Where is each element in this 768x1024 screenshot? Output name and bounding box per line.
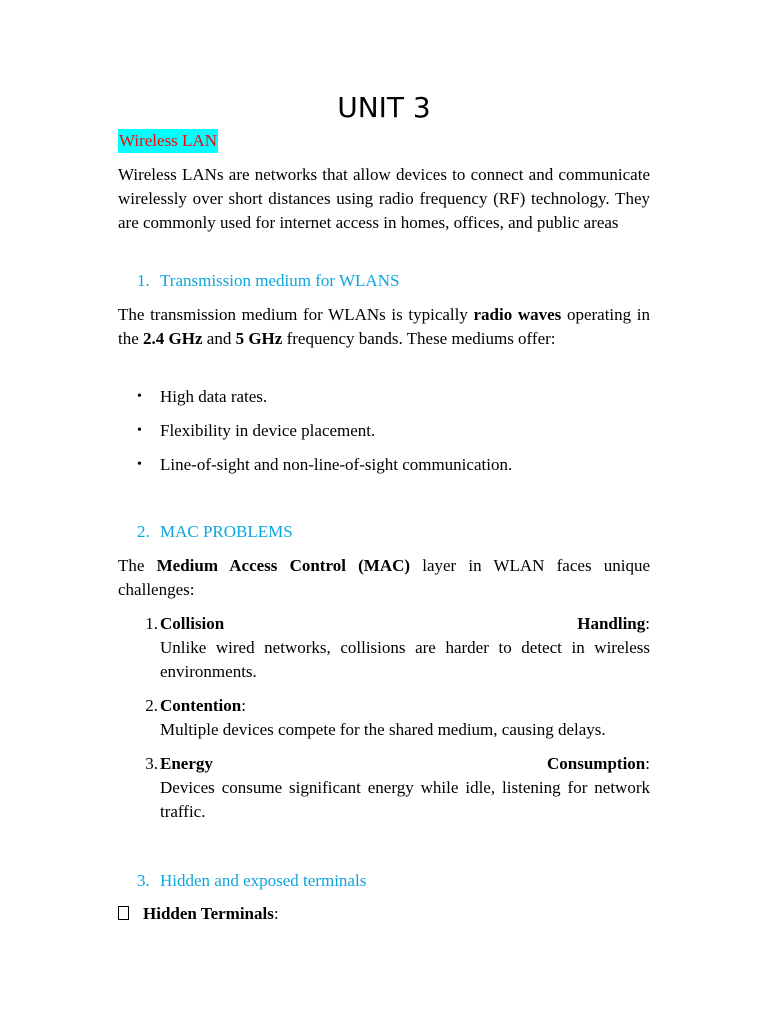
- item-title-part: Consumption: [547, 754, 646, 773]
- item-number: 2.: [145, 696, 158, 715]
- section-number: 3.: [137, 871, 150, 890]
- hidden-terminals-label: Hidden Terminals: [143, 904, 274, 923]
- item-number: 1.: [145, 614, 158, 633]
- item-title-part: Handling: [577, 614, 646, 633]
- bold-run: 2.4 GHz: [143, 329, 203, 348]
- item-title-part: Collision: [160, 614, 225, 633]
- intro-paragraph: Wireless LANs are networks that allow devices to connect and communicate wirelessly over short distances using radio frequency (RF) technology. They are commonly used for internet access in homes, offices, and public areas: [118, 165, 650, 232]
- bullet-icon: •: [137, 423, 142, 438]
- missing-glyph-square-icon: [118, 906, 129, 920]
- document-page: UNIT 3 Wireless LAN Wireless LANs are networks that allow devices to connect and communicate wirelessly over short distances using radio frequency (RF) technology. They are commonly used for internet access in homes, offices, and public areas 1. Transmission medium for WLANS The transmission medium for WLANs is typically radio waves operating in the 2.4 GHz and 5 GHz frequency bands. These mediums offer: • High data rates. • Flexibility in device placement. • Line-of-sight and non-line-of-sight communication. 2. MAC PROBLEMS The Medium Access Control (MAC) layer in WLAN faces unique challenges: 1. Collision Handling: Unlike wired networks, collisions are harder to detect in wireless environments. 2. Contention: Multiple devices compete for the shared medium, causing delays. 3. Energy Consumption: Devices consume significant energy while idle, listening for network traffic. 3. Hidden and exposed terminals Hidden Terminals:: [0, 0, 768, 1024]
- mac-paragraph: [118, 554, 650, 602]
- section-heading-hidden-exposed: [137, 869, 366, 893]
- transmission-paragraph: [118, 303, 650, 351]
- item-title-part: Energy: [160, 754, 213, 773]
- section-title: MAC PROBLEMS: [160, 522, 293, 541]
- text-run: The: [118, 556, 157, 575]
- bold-run: Medium Access Control (MAC): [156, 556, 411, 575]
- hidden-terminals-item: Hidden Terminals:: [118, 902, 279, 926]
- section-number: 1.: [137, 271, 150, 290]
- section-title: Hidden and exposed terminals: [160, 871, 367, 890]
- text-run: frequency bands. These mediums offer:: [282, 329, 556, 348]
- text-run: operating in the: [118, 305, 651, 348]
- item-description: Devices consume significant energy while idle, listening for network traffic.: [160, 778, 650, 821]
- text-run: layer in WLAN faces unique challenges:: [118, 556, 651, 599]
- section-number: 2.: [137, 522, 150, 541]
- bullet-text: Line-of-sight and non-line-of-sight communication.: [160, 455, 513, 474]
- item-description: Unlike wired networks, collisions are harder to detect in wireless environments.: [160, 638, 650, 681]
- bullet-text: High data rates.: [160, 387, 268, 406]
- text-run: and: [202, 329, 236, 348]
- bullet-icon: •: [137, 389, 142, 404]
- section-heading-highlighted: Wireless LAN: [118, 129, 218, 153]
- page-title: UNIT 3: [337, 91, 431, 124]
- item-title-part: Contention: [160, 696, 242, 715]
- section-heading-transmission: [137, 269, 399, 293]
- bold-run: 5 GHz: [235, 329, 283, 348]
- section-title: Transmission medium for WLANS: [160, 271, 400, 290]
- text-run: The transmission medium for WLANs is typically: [118, 305, 474, 324]
- item-description: Multiple devices compete for the shared medium, causing delays.: [160, 720, 606, 739]
- bold-run: radio waves: [473, 305, 562, 324]
- bullet-text: Flexibility in device placement.: [160, 421, 376, 440]
- item-number: 3.: [145, 754, 158, 773]
- section-heading-mac: [137, 520, 293, 544]
- bullet-icon: •: [137, 457, 142, 472]
